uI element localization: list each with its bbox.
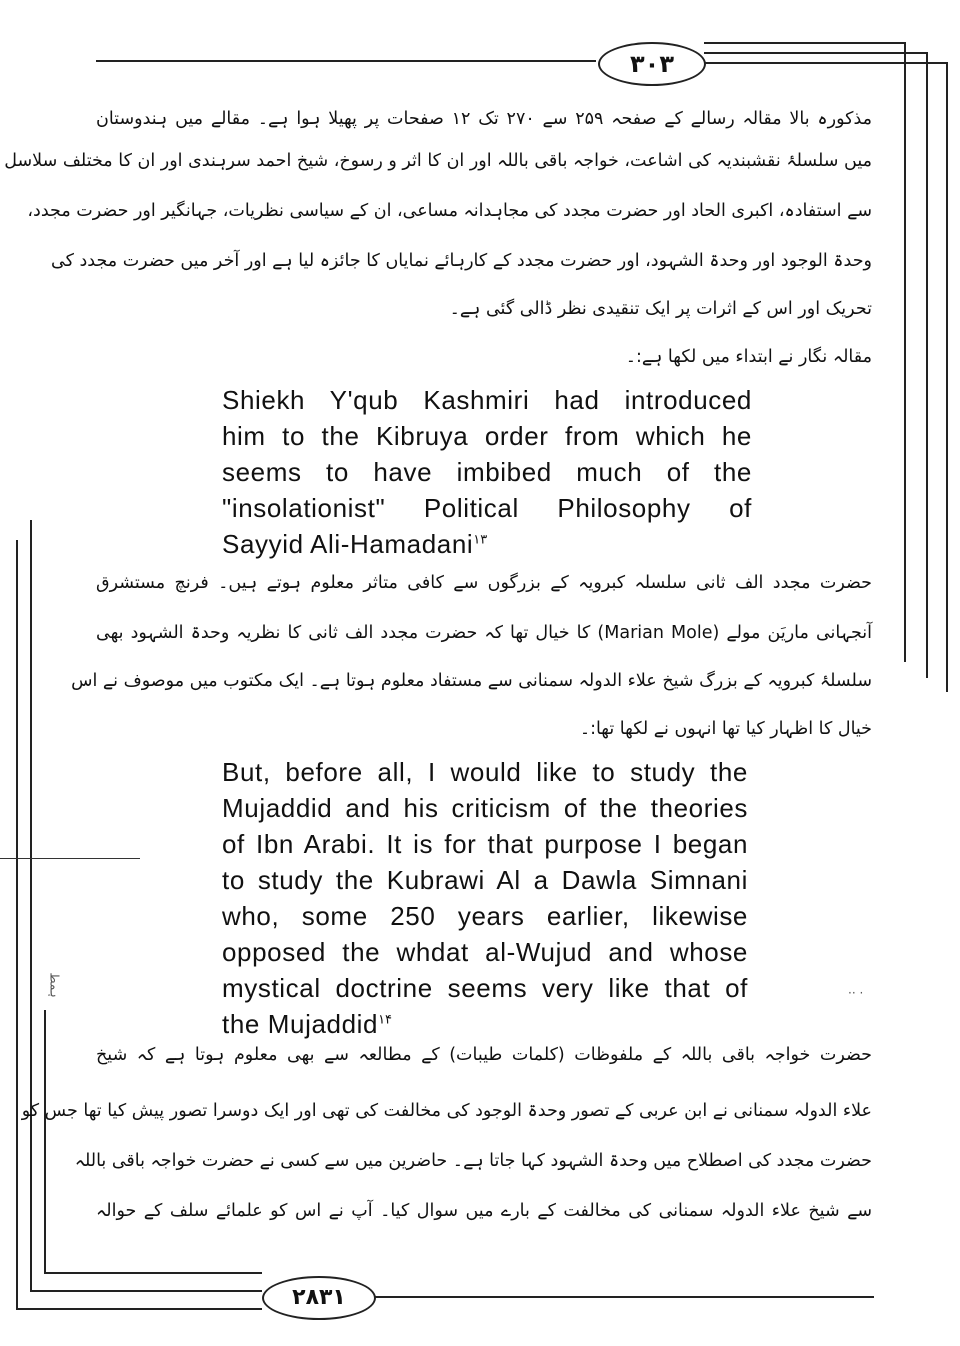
para2-line-4: خیال کا اظہار کیا تھا انہوں نے لکھا تھا:۔ (579, 719, 872, 739)
quote-1 (222, 382, 752, 562)
para1-line-5: تحریک اور اس کے اثرات پر ایک تنقیدی نظر ڈالی گئی ہے۔ (449, 299, 872, 319)
quote2-line-3: of Ibn Arabi. It is for that purpose I began (222, 829, 748, 859)
para2-line-2: آنجہانی ماریَن مولے (Marian Mole) کا خیال تھا کہ حضرت مجدد الف ثانی کا نظریہ وحدۃ الشہود بھی (96, 623, 873, 643)
footnote-ref-14: ۱۴ (378, 1011, 393, 1027)
para3-line-4: سے شیخ علاء الدولہ سمنانی کی مخالفت کے بارے میں سوال کیا۔ آپ نے اس کو علمائے سلف کے حوالہ (96, 1201, 872, 1221)
frame-bottom-line-right (374, 1296, 874, 1298)
para3-line-1: حضرت خواجہ باقی باللہ کے ملفوظات (کلمات طیبات) کے مطالعہ سے بھی معلوم ہوتا ہے کہ شیخ (96, 1045, 872, 1065)
para2-line-1: حضرت مجدد الف ثانی سلسلہ کبرویہ کے بزرگوں سے کافی متاثر معلوم ہوتے ہیں۔ فرنچ مستشرق (96, 573, 872, 593)
frame-bottom-line-2 (30, 1290, 262, 1292)
quote2-line-7: mystical doctrine seems very like that of (222, 973, 748, 1003)
margin-mark: ہمط (47, 972, 62, 998)
quote-2 (222, 754, 748, 1042)
frame-right-line-1 (904, 42, 906, 662)
frame-right-line-3 (946, 62, 948, 692)
quote1-line-1: Shiekh Y'qub Kashmiri had introduced (222, 385, 752, 415)
quote2-line-2: Mujaddid and his criticism of the theories (222, 793, 748, 823)
para1-line-1: مذکورہ بالا مقالہ رسالے کے صفحہ ۲۵۹ سے ۲۷۰ تک ۱۲ صفحات پر پھیلا ہوا ہے۔ مقالے میں ہندوستان (96, 109, 873, 129)
margin-tick-line (0, 858, 140, 859)
intro-line: مقالہ نگار نے ابتداء میں لکھا ہے:۔ (625, 347, 872, 367)
frame-right-line-2 (926, 52, 928, 678)
frame-top-line (96, 60, 596, 62)
frame-bottom-line-1 (44, 1272, 262, 1274)
frame-left-line-3 (44, 1010, 46, 1272)
quote1-line-4: "insolationist" Political Philosophy of (222, 493, 752, 523)
frame-left-line-2 (30, 520, 32, 1290)
para3-line-2: علاء الدولہ سمنانی نے ابن عربی کے تصور وحدۃ الوجود کی مخالفت کی تھی اور ایک دوسرا تصور پیش کیا تھا جس کو (21, 1101, 872, 1121)
quote1-line-5-wrap (222, 526, 752, 562)
frame-top-line-right (704, 42, 904, 44)
quote1-line-5: Sayyid Ali-Hamadani (222, 529, 474, 559)
quote1-line-3: seems to have imbibed much of the (222, 457, 752, 487)
para1-line-2: میں سلسلۂ نقشبندیہ کی اشاعت، خواجہ باقی باللہ اور ان کا اثر و رسوخ، شیخ احمد سرہندی اور ان کا مختلف سلاسل (4, 151, 872, 171)
frame-top-line-right-2 (704, 52, 926, 54)
frame-top-line-right-3 (704, 62, 946, 64)
frame-bottom-line-3 (16, 1308, 262, 1310)
para1-line-4: وحدۃ الوجود اور وحدۃ الشہود، اور حضرت مجدد کے کارہائے نمایاں کا جائزہ لیا ہے اور آخر میں حضرت مجدد کی (51, 251, 872, 271)
quote2-line-8: the Mujaddid (222, 1009, 379, 1039)
page-number-top: ۳۰۳ (598, 42, 706, 86)
quote2-line-6: opposed the whdat al-Wujud and whose (222, 937, 748, 967)
quote2-line-1: But, before all, I would like to study the (222, 757, 748, 787)
quote2-line-5: who, some 250 years earlier, likewise (222, 901, 748, 931)
footnote-ref-13: ۱۳ (473, 531, 488, 547)
para2-line-3: سلسلۂ کبرویہ کے بزرگ شیخ علاء الدولہ سمنانی سے مستفاد معلوم ہوتا ہے۔ ایک مکتوب میں موصوف نے اس (71, 671, 872, 691)
para1-line-3: سے استفادہ، اکبری الحاد اور حضرت مجدد کی مجاہدانہ مساعی، ان کے سیاسی نظریات، جہانگیر اور حضرت مجدد، (27, 201, 872, 221)
frame-left-line-1 (16, 540, 18, 1310)
quote1-line-2: him to the Kibruya order from which he (222, 421, 752, 451)
margin-dots: ·· · (848, 986, 864, 1000)
quote2-line-4: to study the Kubrawi Al a Dawla Simnani (222, 865, 748, 895)
page-number-bottom: ۲۸۳۱ (262, 1276, 376, 1320)
para3-line-3: حضرت مجدد کی اصطلاح میں وحدۃ الشہود کہا جاتا ہے۔ حاضرین میں سے کسی نے حضرت خواجہ باقی باللہ (74, 1151, 872, 1171)
